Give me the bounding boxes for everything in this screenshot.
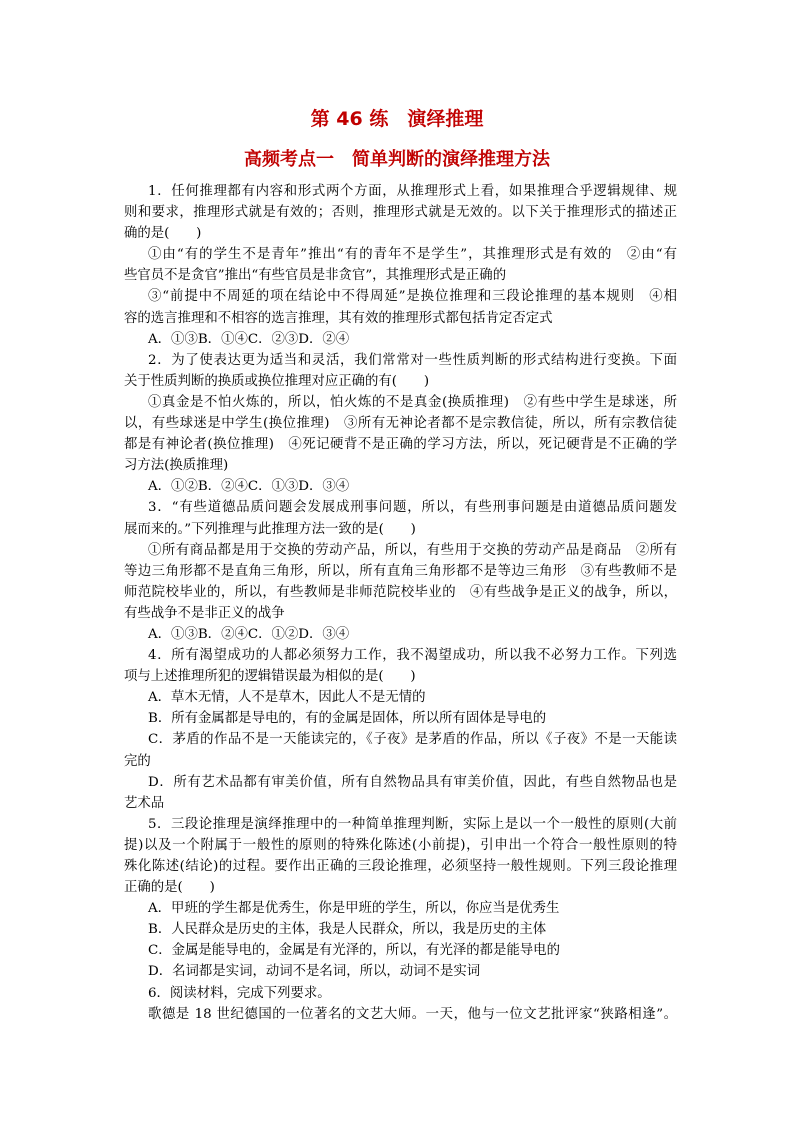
text-line: 师范院校毕业的，所以，有些教师是非师范院校毕业的 ④有些战争是正义的战争，所以， (124, 584, 677, 600)
text-line: 艺术品 (124, 795, 165, 811)
option-d: D．所有艺术品都有审美价值，所有自然物品具有审美价值，因此，有些自然物品也是 (148, 774, 677, 790)
text-line: 2．为了使表达更为适当和灵活，我们常常对一些性质判断的形式结构进行变换。下面 (148, 352, 677, 368)
text-line: 歌德是 18 世纪德国的一位著名的文艺大师。一天，他与一位文艺批评家“狭路相逢”。 (148, 1006, 677, 1022)
text-line: 些官员不是贪官”推出“有些官员是非贪官”，其推理形式是正确的 (124, 268, 507, 284)
text-line: 有些战争不是非正义的战争 (124, 605, 285, 621)
text-line: ①由“有的学生不是青年”推出“有的青年不是学生”，其推理形式是有效的 ②由“有 (148, 247, 677, 263)
option-a: A．草木无情，人不是草木，因此人不是无情的 (148, 690, 426, 706)
text-line: 等边三角形都不是直角三角形，所以，所有直角三角形都不是等边三角形 ③有些教师不是 (124, 563, 677, 579)
option-a: A．甲班的学生都是优秀生，你是甲班的学生，所以，你应当是优秀生 (148, 901, 560, 917)
text-line: 展而来的。”下列推理与此推理方法一致的是( ) (124, 521, 416, 537)
text-line: 1．任何推理都有内容和形式两个方面，从推理形式上看，如果推理合乎逻辑规律、规 (148, 184, 677, 199)
text-line: 容的选言推理和不相容的选言推理，其有效的推理形式都包括肯定否定式 (124, 310, 553, 326)
text-line: 3．“有些道德品质问题会发展成刑事问题，所以，有些刑事问题是由道德品质问题发 (148, 500, 677, 516)
text-line: 6．阅读材料，完成下列要求。 (148, 985, 331, 1001)
text-line: 殊化陈述(结论)的过程。要作出正确的三段论推理，必须坚持一般性规则。下列三段论推理 (124, 859, 677, 874)
text-line: 都是有神论者(换位推理) ④死记硬背不是正确的学习方法，所以，死记硬背是不正确的学 (124, 437, 677, 453)
text-line: 则和要求，推理形式就是有效的；否则，推理形式就是无效的。以下关于推理形式的描述正 (124, 205, 677, 221)
option-d: D．名词都是实词，动词不是名词，所以，动词不是实词 (148, 964, 481, 980)
answer-options: A．①③B．②④C．①②D．③④ (148, 626, 350, 642)
answer-options: A．①②B．②④C．①③D．③④ (148, 479, 350, 495)
answer-options: A．①③B．①④C．②③D．②④ (148, 331, 350, 347)
page-title: 第 46 练 演绎推理 (310, 108, 484, 130)
option-c: C．茅盾的作品不是一天能读完的，《子夜》是茅盾的作品，所以《子夜》不是一天能读 (148, 732, 677, 748)
text-line: ③“前提中不周延的项在结论中不得周延”是换位推理和三段论推理的基本规则 ④相 (148, 289, 677, 305)
option-b: B．人民群众是历史的主体，我是人民群众，所以，我是历史的主体 (148, 922, 547, 938)
document-body (124, 181, 677, 1025)
text-line: 项与上述推理所犯的逻辑错误最为相似的是( ) (124, 669, 416, 685)
text-line: 关于性质判断的换质或换位推理对应正确的有( ) (124, 373, 430, 389)
text-line: 4．所有渴望成功的人都必须努力工作，我不渴望成功，所以我不必努力工作。下列选 (148, 648, 677, 664)
text-line: 确的是( ) (124, 226, 202, 242)
text-line: 5．三段论推理是演绎推理中的一种简单推理判断，实际上是以一个一般性的原则(大前 (148, 816, 677, 832)
option-b: B．所有金属都是导电的，有的金属是固体，所以所有固体是导电的 (148, 711, 547, 727)
text-line: 正确的是( ) (124, 880, 215, 896)
option-c: C．金属是能导电的，金属是有光泽的，所以，有光泽的都是能导电的 (148, 943, 560, 959)
text-line: ①真金是不怕火炼的，所以，怕火炼的不是真金(换质推理) ②有些中学生是球迷，所 (148, 394, 677, 410)
text-line: 以，有些球迷是中学生(换位推理) ③所有无神论者都不是宗教信徒，所以，所有宗教信徒 (124, 416, 677, 432)
text-line: 完的 (124, 753, 151, 769)
text-line: 习方法(换质推理) (124, 458, 229, 474)
section-heading: 高频考点一 简单判断的演绎推理方法 (244, 149, 550, 170)
text-line: 提)以及一个附属于一般性的原则的特殊化陈述(小前提)，引申出一个符合一般性原则的特 (124, 837, 677, 853)
text-line: ①所有商品都是用于交换的劳动产品，所以，有些用于交换的劳动产品是商品 ②所有 (148, 542, 677, 558)
